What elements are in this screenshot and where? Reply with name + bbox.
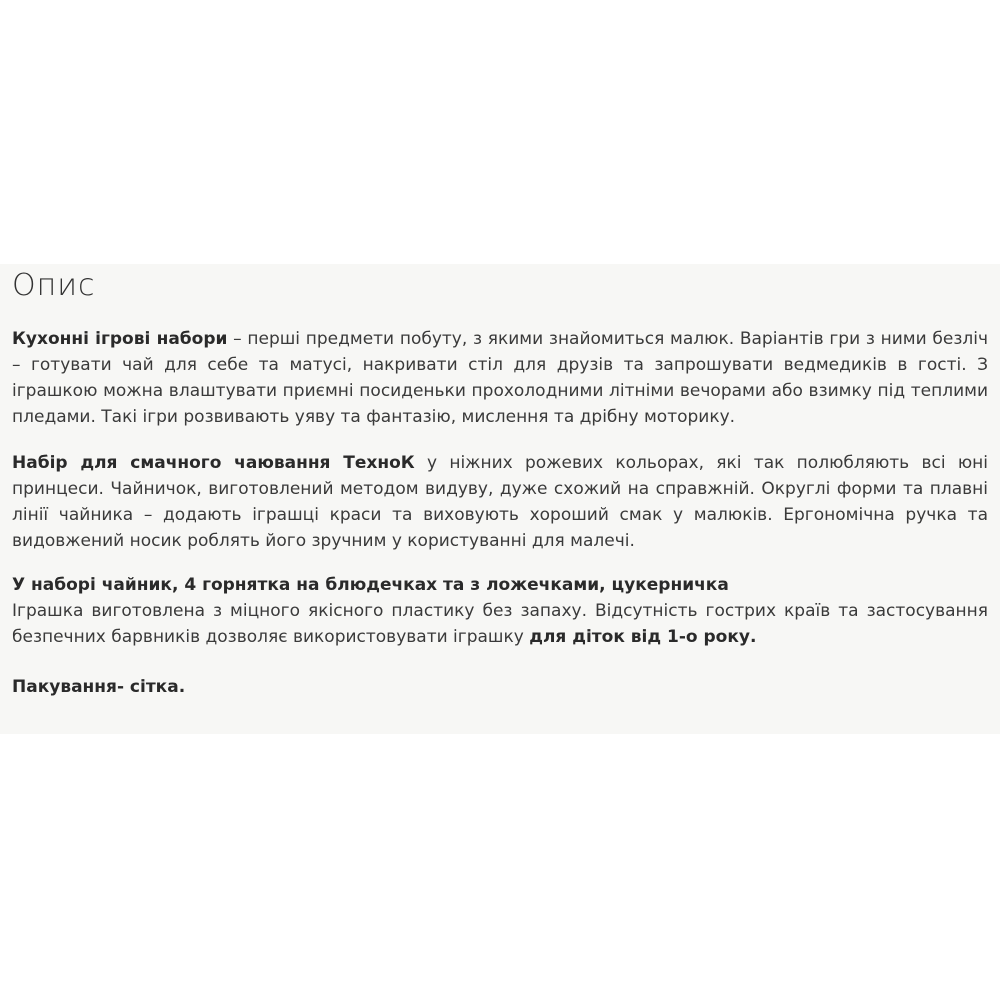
paragraph-set-contents-bold: У наборі чайник, 4 горнятка на блюдечках та з ложечками, цукерничка: [12, 575, 729, 595]
paragraph-kitchen-sets-text: – перші предмети побуту, з якими знайомиться малюк. Варіантів гри з ними безліч – готувати чай для себе та матусі, накривати стіл для друзів та запрошувати ведмедиків в гості. З іграшкою можна влаштувати приємні посиденьки прохолодними літніми вечорами або взимку під теплими пледами. Такі ігри розвивають уяву та фантазію, мислення та дрібну моторику.: [12, 329, 988, 427]
paragraph-kitchen-sets-bold: Кухонні ігрові набори: [12, 329, 228, 349]
paragraph-tea-set: [12, 450, 988, 554]
paragraph-tea-set-text: у ніжних рожевих кольорах, які так полюбляють всі юні принцеси. Чайничок, виготовлений методом видуву, дуже схожий на справжній. Округлі форми та плавні лінії чайника – додають іграшці краси та виховують хороший смак у малюків. Ергономічна ручка та видовжений носик роблять його зручним у користуванні для малечі.: [12, 453, 989, 551]
paragraph-set-contents-text: Іграшка виготовлена з міцного якісного пластику без запаху. Відсутність гострих країв та застосування безпечних барвників дозволяє використовувати іграшку: [12, 601, 988, 647]
paragraph-set-contents: [12, 572, 988, 650]
paragraph-kitchen-sets: [12, 326, 988, 430]
paragraph-packaging: [12, 674, 988, 700]
description-title: Опис: [12, 268, 96, 303]
paragraph-tea-set-bold: Набір для смачного чаювання ТехноК: [12, 453, 415, 473]
description-panel: [0, 264, 1000, 734]
paragraph-set-contents-age: для діток від 1-о року.: [529, 627, 757, 647]
paragraph-packaging-bold: Пакування- сітка.: [12, 677, 186, 697]
